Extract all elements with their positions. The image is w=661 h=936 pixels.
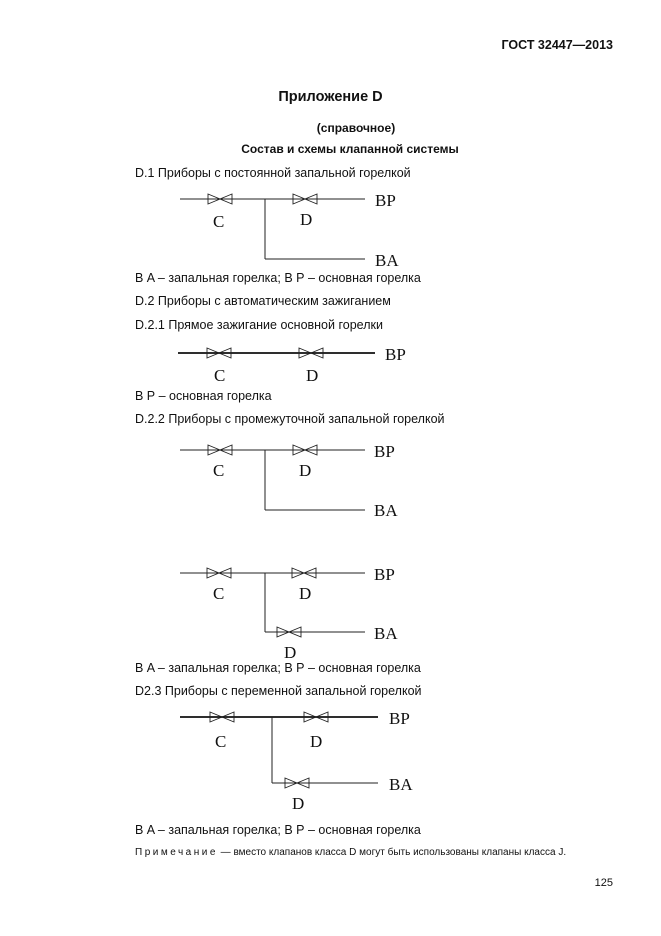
legend-d21: В Р – основная горелка (135, 389, 272, 403)
paragraph-d2: D.2 Приборы с автоматическим зажиганием (135, 294, 391, 308)
valve-d-label: D (310, 732, 323, 751)
diagram-d1 (180, 191, 399, 270)
main-burner-label: BP (374, 442, 395, 461)
valve-c-label: C (214, 366, 226, 385)
legend-d23: В A – запальная горелка; В Р – основная горелка (135, 823, 421, 837)
appendix-title: Приложение D (278, 89, 383, 105)
valve-c-label: C (213, 584, 225, 603)
valve-d-label: D (306, 366, 319, 385)
diagram-d22-b (180, 565, 398, 662)
pilot-burner-label: BA (374, 501, 398, 520)
diagram-d22-a (180, 442, 398, 520)
pilot-burner-label: BA (374, 624, 398, 643)
valve-d-label: D (299, 584, 312, 603)
valve-c-label: C (213, 212, 225, 231)
standard-number: ГОСТ 32447—2013 (501, 38, 613, 52)
legend-d1: В A – запальная горелка; В Р – основная горелка (135, 271, 421, 285)
valve-d-label: D (284, 643, 297, 662)
main-burner-label: BP (375, 191, 396, 210)
appendix-subtitle: (справочное) (316, 121, 396, 135)
note-label: Примечание (135, 847, 218, 858)
legend-d22: В A – запальная горелка; В Р – основная горелка (135, 661, 421, 675)
valve-c-label: C (213, 461, 225, 480)
section-heading: Состав и схемы клапанной системы (241, 142, 459, 156)
paragraph-d23: D2.3 Приборы с переменной запальной горелкой (135, 684, 422, 698)
note-text: — вместо клапанов класса D могут быть использованы клапаны класса J. (217, 847, 567, 858)
valve-d-label: D (292, 794, 305, 813)
main-burner-label: BP (389, 709, 410, 728)
diagram-d21 (178, 345, 406, 385)
diagram-d23 (180, 709, 413, 813)
paragraph-d21: D.2.1 Прямое зажигание основной горелки (135, 318, 383, 332)
main-burner-label: BP (385, 345, 406, 364)
paragraph-d1: D.1 Приборы с постоянной запальной горелкой (135, 166, 411, 180)
valve-d-label: D (299, 461, 312, 480)
main-burner-label: BP (374, 565, 395, 584)
page-number: 125 (594, 877, 613, 889)
pilot-burner-label: BA (389, 775, 413, 794)
valve-c-label: C (215, 732, 227, 751)
valve-d-label: D (300, 210, 313, 229)
pilot-burner-label: BA (375, 251, 399, 270)
paragraph-d22: D.2.2 Приборы с промежуточной запальной горелкой (135, 412, 445, 426)
